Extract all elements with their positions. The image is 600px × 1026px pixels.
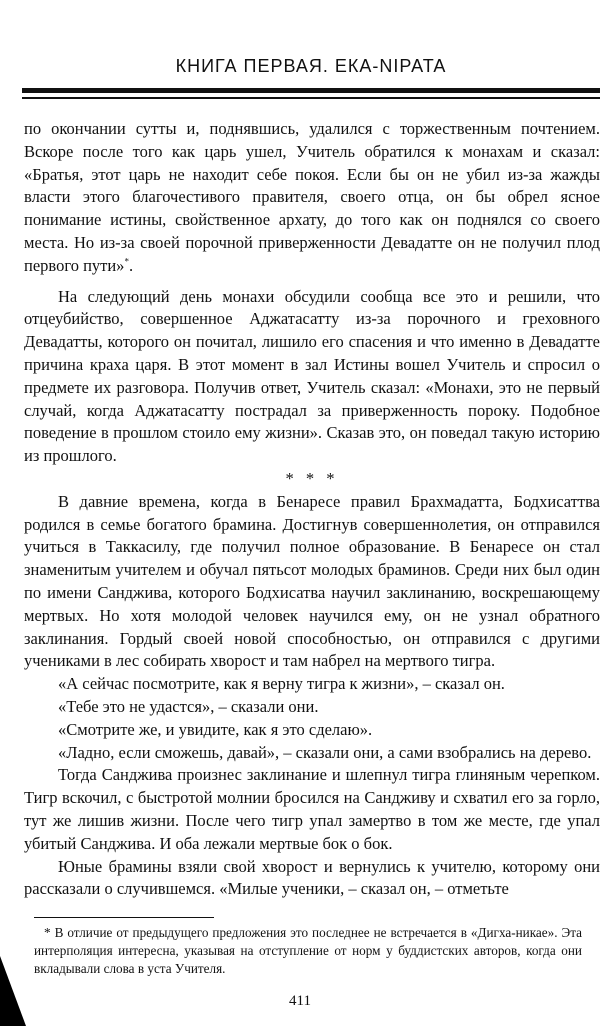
paragraph: «А сейчас посмотрите, как я верну тигра к жизни», – сказал он.: [58, 674, 505, 694]
paragraph: «Смотрите же, и увидите, как я это сделаю».: [58, 719, 373, 739]
footnote-rule: [34, 917, 214, 918]
section-separator: * * *: [285, 468, 339, 488]
paragraph: «Ладно, если сможешь, давай», – сказали они, а сами взобрались на дерево.: [58, 742, 592, 762]
page-corner-shadow: [0, 956, 26, 1026]
running-header: КНИГА ПЕРВАЯ. ЕКА-NIPATA: [175, 56, 447, 76]
page-number: 411: [289, 993, 311, 1009]
header-rule-thick: [22, 88, 600, 93]
paragraph: Юные брамины взяли свой хворост и вернулись к учителю, которому они рассказали о случившемся. «Милые ученики, – сказал он, – отметьте: [24, 856, 600, 899]
footnote-text: * В отличие от предыдущего предложения это последнее не встречается в «Дигха-никае». Эта интерполяция интересна, указывая на отступление от норм у буддистских авторов, когда они вкладывали слова в уста Учителя.: [34, 925, 582, 976]
paragraph: В давние времена, когда в Бенаресе правил Брахмадатта, Бодхисаттва родился в семье богатого брамина. Достигнув совершеннолетия, он отправился учиться в Таккасилу, где получил полное образование. В Бенаресе он стал знаменитым учителем и обучал пятьсот молодых браминов. Среди них был один по имени Санджива, которого Бодхисатва научил заклинанию, воскрешающему мертвых. Но хотя молодой человек научился ему, он не узнал обратного заклинания. Гордый своей новой способностью, он отправился с другими учениками в лес собирать хворост и там набрел на мертвого тигра.: [24, 491, 600, 671]
footnote: [34, 924, 582, 978]
paragraph: Тогда Санджива произнес заклинание и шлепнул тигра глиняным черепком. Тигр вскочил, с быстротой молнии бросился на Сандживу и схватил его за горло, тут же лишив жизни. После чего тигр упал замертво в том же месте, где упал убитый Санджива. И оба лежали мертвые бок о бок.: [24, 765, 600, 853]
paragraph: по окончании сутты и, поднявшись, удалился с торжественным почтением. Вскоре после того как царь ушел, Учитель обратился к монахам и сказал: «Братья, этот царь не находит себе покоя. Если бы он не убил из-за жажды власти этого благочестивого правителя, своего отца, он бы обрел ясное понимание истины, свойственное архату, до того как он поднялся со своего места. Но из-за своей порочной приверженности Девадатте он не получил плод первого пути»*.: [24, 119, 600, 275]
main-text: [24, 118, 600, 901]
paragraph: На следующий день монахи обсудили сообща все это и решили, что отцеубийство, совершенное Аджатасатту из-за порочного и греховного Девадатты, которого он почитал, лишило его спасения и что именно в Девадатте причина краха царя. В этот момент в зал Истины вошел Учитель и спросил о предмете их разговора. Получив ответ, Учитель сказал: «Монахи, это не первый случай, когда Аджатасатту пострадал за приверженность пороку. Подобное поведение в прошлом стоило ему жизни». Сказав это, он поведал такую историю из прошлого.: [24, 286, 600, 466]
paragraph: «Тебе это не удастся», – сказали они.: [58, 696, 319, 716]
footnote-marker: *: [124, 256, 129, 267]
header-rule-thin: [22, 97, 600, 99]
